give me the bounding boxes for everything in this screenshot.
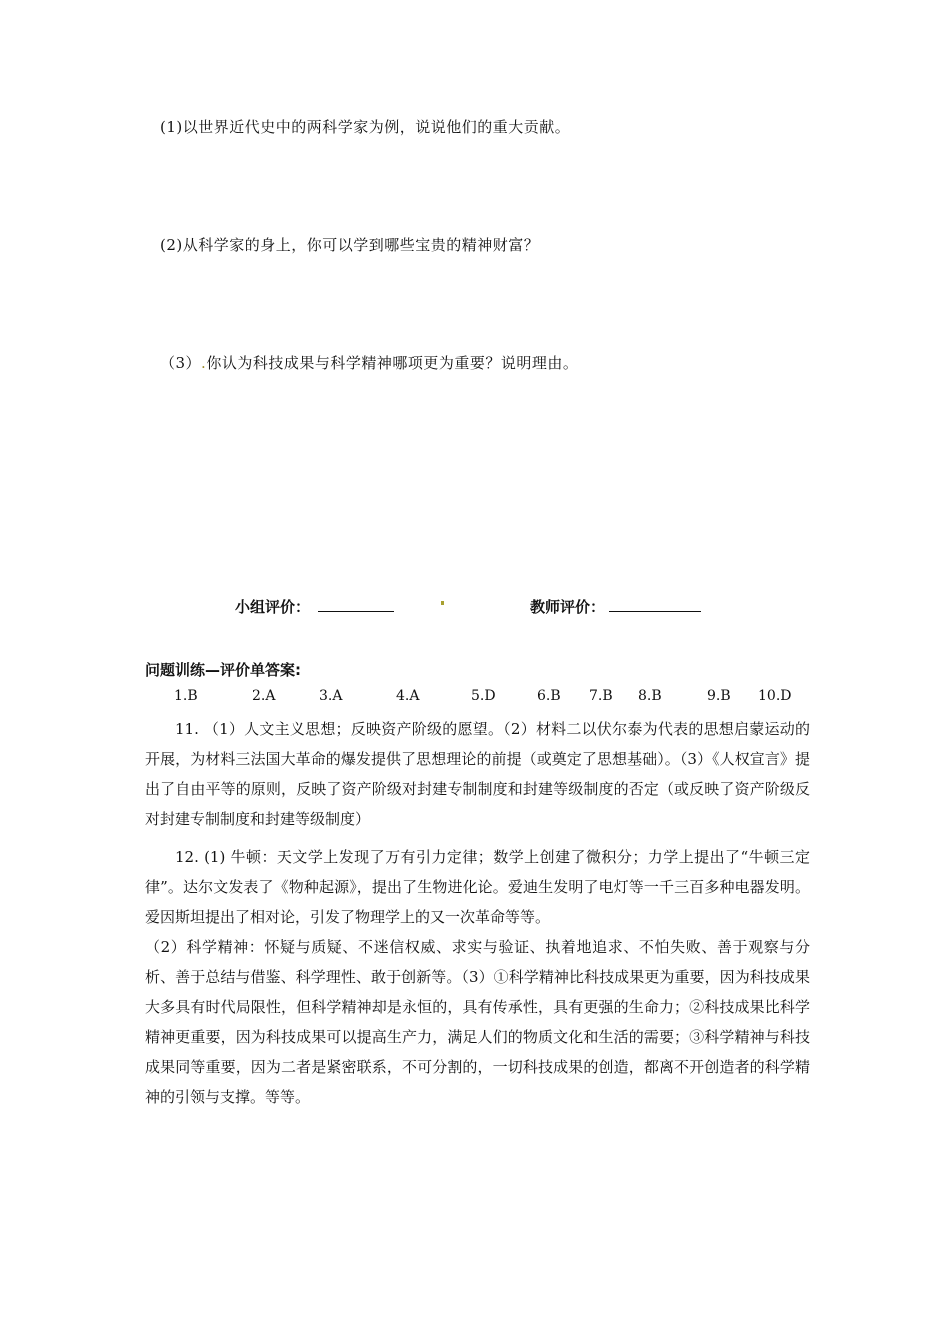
mc-answer: 2.A bbox=[252, 688, 276, 704]
answer-11 bbox=[145, 714, 810, 834]
teacher-evaluation bbox=[530, 596, 701, 617]
question-3-prefix: （3） bbox=[160, 354, 202, 372]
mc-answer: 6.B bbox=[537, 688, 561, 704]
question-2: (2)从科学家的身上，你可以学到哪些宝贵的精神财富？ bbox=[160, 236, 540, 254]
teacher-evaluation-blank[interactable] bbox=[609, 597, 701, 612]
mc-answer: 5.D bbox=[471, 688, 496, 704]
mc-answer: 1.B bbox=[174, 688, 198, 704]
decorative-dot bbox=[441, 601, 444, 605]
answers-title: 问题训练—评价单答案: bbox=[145, 661, 301, 679]
group-evaluation bbox=[235, 596, 394, 617]
mc-answer: 3.A bbox=[319, 688, 343, 704]
question-3 bbox=[160, 352, 578, 373]
question-3-text: 你认为科技成果与科学精神哪项更为重要？说明理由。 bbox=[206, 354, 579, 372]
question-3-dot: . bbox=[201, 354, 207, 372]
question-1: (1)以世界近代史中的两科学家为例，说说他们的重大贡献。 bbox=[160, 118, 571, 136]
group-evaluation-label: 小组评价： bbox=[235, 598, 311, 616]
teacher-evaluation-label: 教师评价： bbox=[530, 598, 606, 616]
group-evaluation-blank[interactable] bbox=[318, 597, 394, 612]
answer-11-text: 11. （1）人文主义思想；反映资产阶级的愿望。（2）材料二以伏尔泰为代表的思想启蒙运动的开展，为材料三法国大革命的爆发提供了思想理论的前提（或奠定了思想基础）。（3）《人权宣言》提出了自由平等的原则，反映了资产阶级对封建专制制度和封建等级制度的否定（或反映了资产阶级反对封建专制制度和封建等级制度） bbox=[145, 720, 810, 828]
mc-answer: 8.B bbox=[638, 688, 662, 704]
mc-answer: 9.B bbox=[707, 688, 731, 704]
mc-answer: 7.B bbox=[589, 688, 613, 704]
mc-answer: 10.D bbox=[758, 688, 792, 704]
mc-answer-row bbox=[0, 688, 950, 710]
answer-12-part2: （2）科学精神：怀疑与质疑、不迷信权威、求实与验证、执着地追求、不怕失败、善于观察与分析、善于总结与借鉴、科学理性、敢于创新等。（3）①科学精神比科技成果更为重要，因为科技成果大多具有时代局限性，但科学精神却是永恒的，具有传承性，具有更强的生命力；②科技成果比科学精神更重要，因为科技成果可以提高生产力，满足人们的物质文化和生活的需要；③科学精神与科技成果同等重要，因为二者是紧密联系，不可分割的，一切科技成果的创造，都离不开创造者的科学精神的引领与支撑。等等。 bbox=[145, 938, 810, 1106]
answer-12-part1: 12. (1) 牛顿：天文学上发现了万有引力定律；数学上创建了微积分；力学上提出了“牛顿三定律”。达尔文发表了《物种起源》，提出了生物进化论。爱迪生发明了电灯等一千三百多种电器发明。爱因斯坦提出了相对论，引发了物理学上的又一次革命等等。 bbox=[145, 848, 810, 926]
answer-12 bbox=[145, 842, 810, 1112]
mc-answer: 4.A bbox=[396, 688, 420, 704]
